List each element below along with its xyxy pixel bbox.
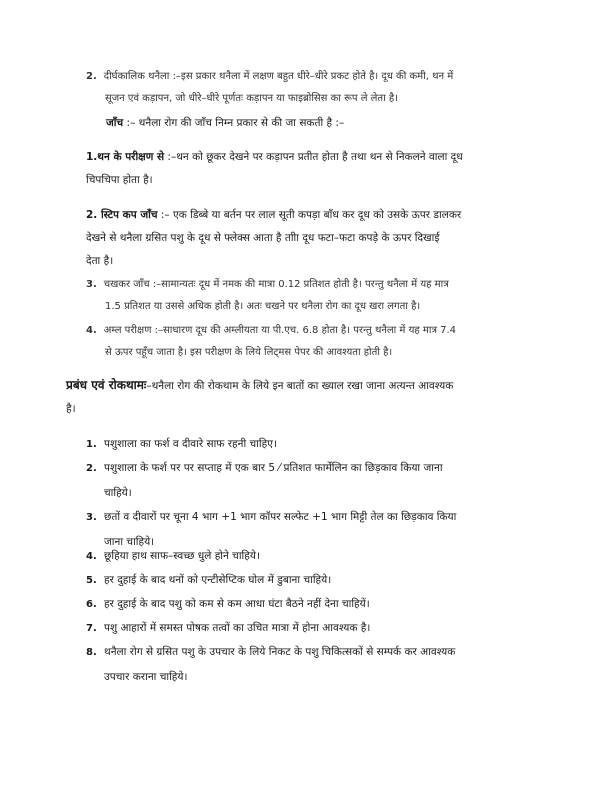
test-1-udder-exam: [86, 146, 530, 192]
list-item-number: 1.: [86, 439, 97, 450]
management-text: –थनैला रोग की रोकथाम के लिये इन बातों का ख्याल रखा जाना अत्यन्त आवश्यक: [146, 380, 454, 392]
test-3-taste: [86, 274, 530, 318]
list-item-text-cont: चाहिये।: [104, 487, 132, 499]
test-4-number: 4.: [86, 325, 97, 336]
list-item: [86, 640, 526, 689]
test-2-text-b: देखने से थनैला ग्रसित पशु के दूध से फ्लेक्स आता है ताीा दूध फटा–फटा कपड़े के ऊपर दिखाई: [86, 232, 440, 244]
list-item-text-cont: जाना चाहिये।: [104, 536, 155, 548]
test-intro-heading: जाँच: [106, 117, 124, 129]
list-item-number: 2.: [86, 463, 97, 474]
list-item-number: 5.: [86, 575, 97, 586]
test-3-text-b: 1.5 प्रतिशत या उससे अधिक होती है। अतः चखने पर थनैला रोग का दूध खरा लगता है।: [105, 301, 421, 312]
list-item-number: 8.: [86, 647, 97, 658]
test-1-heading: 1.थन के परीक्षण से: [86, 151, 165, 163]
list-item-text: हर दुहाई के बाद पशु को कम से कम आधा घंटा बैठने नहीं देना चाहियें।: [104, 598, 370, 610]
test-2-strip-cup: [86, 204, 530, 273]
test-4-acid: [86, 320, 530, 364]
list-item-number: 4.: [86, 551, 97, 562]
item-2-number: 2.: [86, 71, 97, 82]
list-item-text: हर दुहाई के बाद थनों को एन्टीसेप्टिक घोल में डुबाना चाहिये।: [104, 574, 332, 586]
management-section: [66, 374, 532, 421]
test-intro: [106, 112, 526, 135]
list-item: [86, 592, 526, 617]
list-item-number: 7.: [86, 623, 97, 634]
test-3-text-a: चखकर जाँच :–सामान्यतः दूध में नमक की मात्रा 0.12 प्रतिशत होती है। परन्तु थनैला में यह मात्र: [103, 279, 449, 290]
list-item: [86, 432, 526, 457]
item-2-text-b: सूजन एवं कड़ापन, जो धीरे–धीरे पूर्णतः कड़ापन या फाइब्रोसिस का रूप ले लेता है।: [105, 93, 399, 104]
item-2-chronic-mastitis: [86, 66, 530, 110]
list-item-text: छूहिया हाथ साफ–स्वच्छ धुले होने चाहिये।: [104, 550, 260, 562]
item-2-text-a: दीर्घकालिक थनैला :–इस प्रकार थनैला में लक्षण बहुत धीरे–धीरे प्रकट होते है। दूध की कमी, थन में: [103, 71, 454, 82]
list-item: [86, 568, 526, 593]
test-1-text-b: चिपचिपा होता है।: [86, 174, 153, 186]
test-2-text: :– एक डिब्बे या बर्तन पर लाल सूती कपड़ा बाँध कर दूध को उसके ऊपर डालकर: [160, 209, 462, 221]
list-item-number: 3.: [86, 512, 97, 523]
list-item: [86, 616, 526, 641]
test-4-text-a: अम्ल परीक्षण :–साधारण दूध की अम्लीयता या पी.एच. 6.8 होता है। परन्तु थनैला में यह मात्र 7.4: [103, 325, 457, 336]
test-1-text: :–थन को छूकर देखने पर कड़ापन प्रतीत होता है तथा थन से निकलने वाला दूध: [167, 151, 463, 163]
test-intro-text: :– थनैला रोग की जाँच निम्न प्रकार से की जा सकती है :–: [126, 117, 345, 129]
list-item-text-cont: उपचार कराना चाहिये।: [104, 671, 188, 683]
list-item: [86, 544, 526, 569]
list-item-text: पशु आहारों में समस्त पोषक तत्वों का उचित मात्रा में होना आवश्यक है।: [104, 622, 371, 634]
list-item-text: छतों व दीवारों पर चूना 4 भाग +1 भाग कॉपर सल्फेट +1 भाग मिट्टी तेल का छिड़काव किया: [104, 511, 457, 523]
test-3-number: 3.: [86, 279, 97, 290]
test-2-heading: 2. स्टिप कप जाँच: [86, 209, 158, 221]
list-item-number: 6.: [86, 599, 97, 610]
list-item: [86, 456, 526, 505]
management-heading: प्रबंध एवं रोकथामः: [66, 378, 147, 392]
test-2-text-c: देता है।: [86, 255, 114, 267]
list-item-text: थनैला रोग से ग्रसित पशु के उपचार के लिये निकट के पशु चिकित्सकों से सम्पर्क कर आवश्यक: [104, 646, 456, 658]
list-item-text: पशुशाला के फर्श पर पर सप्ताह में एक बार 5 ⁄ प्रतिशत फार्मेलिन का छिड़काव किया जाना: [104, 462, 443, 474]
test-4-text-b: से ऊपर पहूँच जाता है। इस परीक्षण के लिये लिट्मस पेपर की आवश्यता होती है।: [105, 347, 393, 358]
list-item-text: पशुशाला का फर्श व दीवारे साफ रहनी चाहिए।: [104, 438, 277, 450]
management-text-b: है।: [66, 403, 76, 415]
